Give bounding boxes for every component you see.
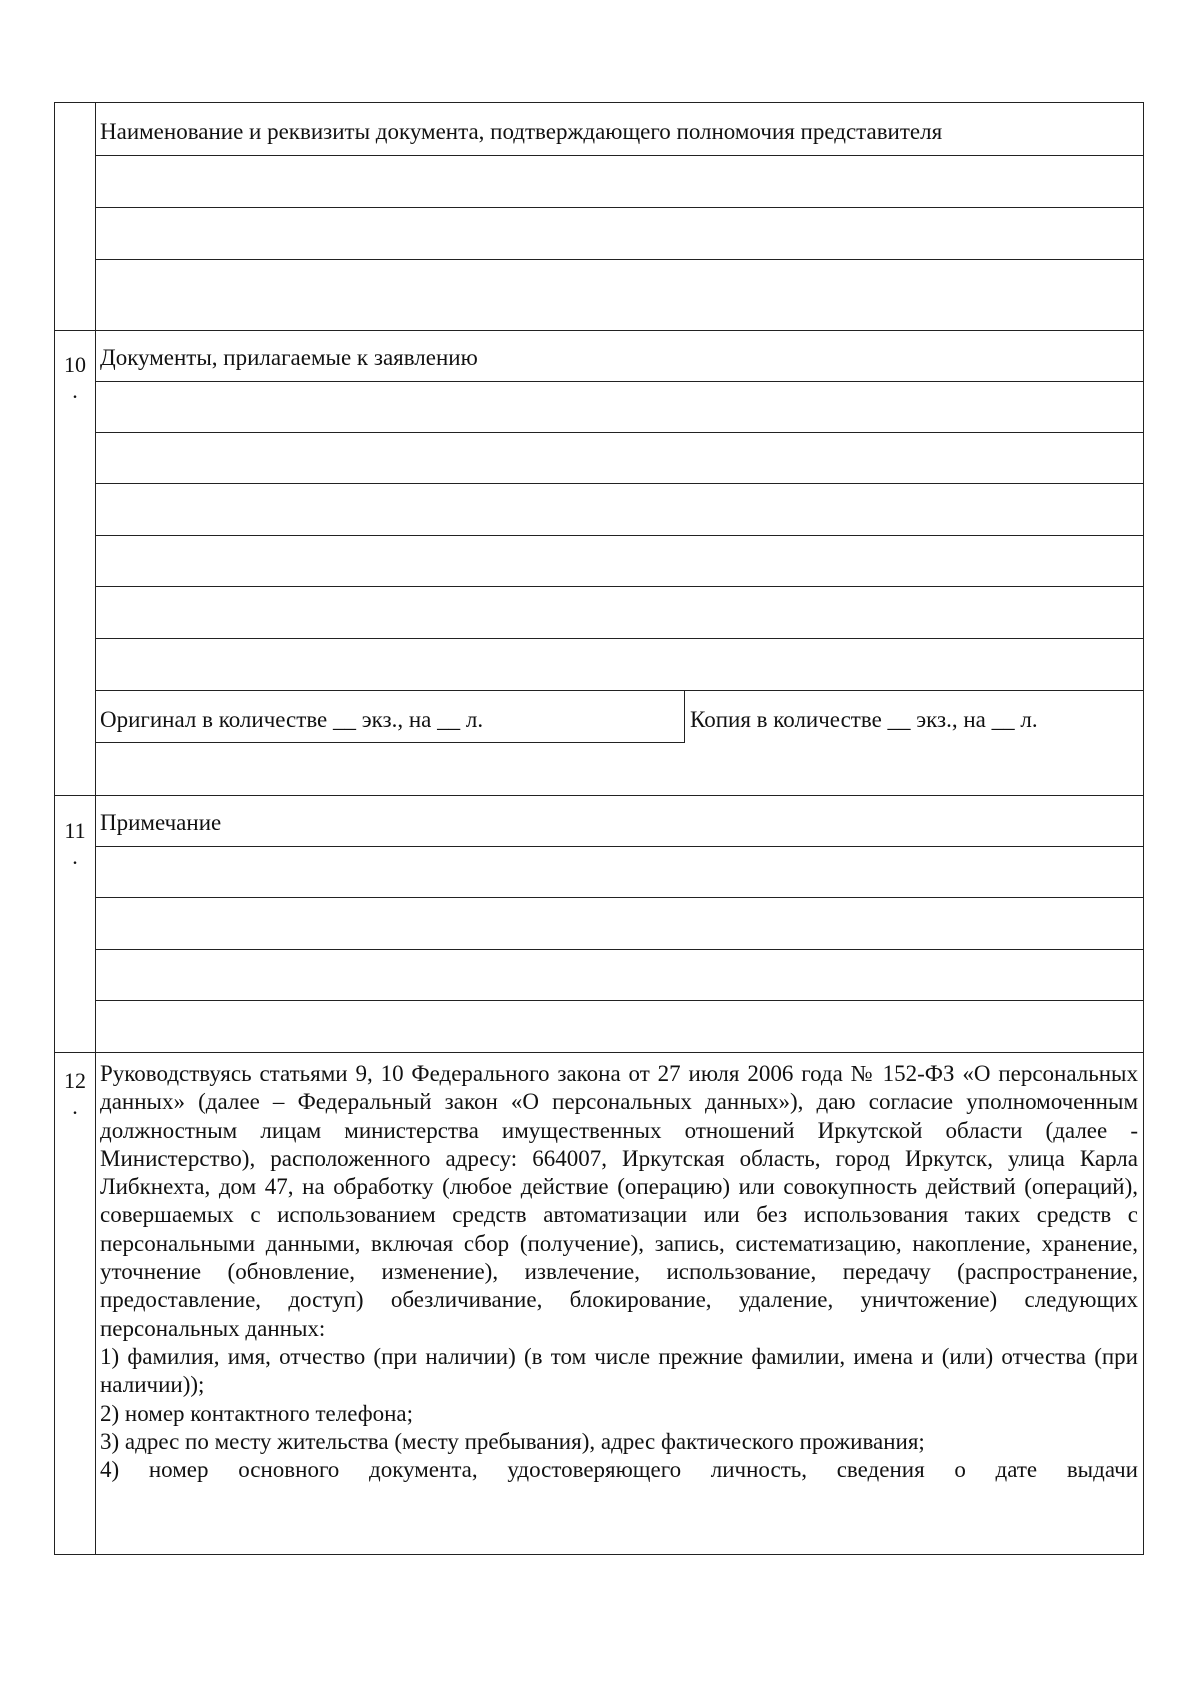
consent-paragraph: Руководствуясь статьями 9, 10 Федерального закона от 27 июля 2006 года № 152-ФЗ «О персональных данных» (далее – Федеральный закон «О персональных данных»), даю согласие уполномоченным должностным лицам министерства имущественных отношений Иркутской области (далее - Министерство), расположенного адресу: 664007, Иркутская область, город Иркутск, улица Карла Либкнехта, дом 47, на обработку (любое действие (операцию) или совокупность действий (операций), совершаемых с использованием средств автоматизации или без использования таких средств с персональными данными, включая сбор (получение), запись, систематизацию, накопление, хранение, уточнение (обновление, изменение), извлечение, использование, передачу (распространение, предоставление, доступ) обезличивание, блокирование, удаление, уничтожение) следующих персональных данных: bbox=[100, 1061, 1138, 1341]
copy-count-field: Копия в количестве __ экз., на __ л. bbox=[690, 707, 1038, 732]
row-divider bbox=[95, 381, 1144, 382]
row-divider bbox=[95, 432, 1144, 433]
original-copy-divider bbox=[684, 690, 685, 742]
row-divider bbox=[95, 586, 1144, 587]
section-11-number: 11 . bbox=[64, 818, 86, 869]
data-item: 2) номер контактного телефона; bbox=[100, 1400, 414, 1426]
section-10-number: 10 . bbox=[64, 352, 86, 403]
row-divider bbox=[95, 949, 1144, 950]
row-divider bbox=[95, 1000, 1144, 1001]
row-divider bbox=[95, 207, 1144, 208]
section-divider bbox=[54, 330, 1144, 331]
row-divider bbox=[95, 483, 1144, 484]
row-divider bbox=[95, 846, 1144, 847]
section-9-heading: Наименование и реквизиты документа, подтверждающего полномочия представителя bbox=[100, 119, 943, 144]
personal-data-consent-text bbox=[100, 1060, 1138, 1484]
section-divider bbox=[54, 1052, 1144, 1053]
row-divider bbox=[95, 259, 1144, 260]
data-item: 1) фамилия, имя, отчество (при наличии) (в том числе прежние фамилии, имена и (или) отчества (при наличии)); bbox=[100, 1343, 1138, 1398]
row-divider bbox=[95, 742, 685, 743]
row-divider bbox=[95, 535, 1144, 536]
row-divider bbox=[95, 155, 1144, 156]
original-count-field: Оригинал в количестве __ экз., на __ л. bbox=[100, 707, 484, 732]
row-divider bbox=[95, 690, 1144, 691]
row-divider bbox=[95, 638, 1144, 639]
section-divider bbox=[54, 795, 1144, 796]
section-11-heading: Примечание bbox=[100, 810, 222, 835]
section-12-number: 12 . bbox=[64, 1068, 86, 1119]
row-divider bbox=[95, 897, 1144, 898]
data-item: 4) номер основного документа, удостоверяющего личность, сведения о дате выдачи bbox=[100, 1457, 1138, 1483]
section-10-heading: Документы, прилагаемые к заявлению bbox=[100, 345, 478, 370]
data-item: 3) адрес по месту жительства (месту пребывания), адрес фактического проживания; bbox=[100, 1428, 925, 1454]
